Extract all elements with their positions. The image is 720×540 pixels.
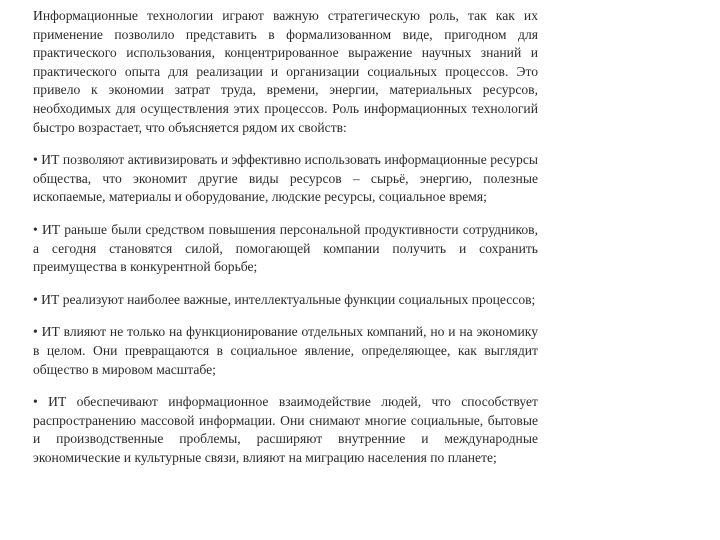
bullet-icon: • [33,221,38,237]
bullet-item [33,291,538,310]
document-body [33,7,538,467]
bullet-item [33,221,538,277]
intro-text: Информационные технологии играют важную стратегическую роль, так как их применение позволило представить в формализованном виде, пригодном для практического использования, концентрированное выражение научных знаний и практического опыта для реализации и организации социальных процессов. Это привело к экономии затрат труда, времени, энергии, материальных ресурсов, необходимых для осуществления этих процессов. Роль информационных технологий быстро возрастает, что объясняется рядом их свойств: [33,8,538,135]
bullet-text: ИТ реализуют наиболее важные, интеллектуальные функции социальных процессов; [41,291,536,307]
bullet-item [33,393,538,467]
bullet-text: ИТ раньше были средством повышения персональной продуктивности сотрудников, а сегодня становятся силой, помогающей компании получить и сохранить преимущества в конкурентной борьбе; [33,221,538,275]
bullet-text: ИТ влияют не только на функционирование отдельных компаний, но и на экономику в целом. Они превращаются в социальное явление, определяющее, как выглядит общество в мировом масштабе; [33,324,538,377]
bullet-text: ИТ позволяют активизировать и эффективно использовать информационные ресурсы общества, что экономит другие виды ресурсов – сырьё, энергию, полезные ископаемые, материалы и оборудование, людские ресурсы, социальное время; [33,152,538,205]
bullet-icon: • [33,394,38,410]
bullet-item [33,151,538,207]
bullet-text: ИТ обеспечивают информационное взаимодействие людей, что способствует распространению массовой информации. Они снимают многие социальные, бытовые и производственные проблемы, расширяют внутренние и международные экономические и культурные связи, влияют на миграцию населения по планете; [33,394,538,465]
bullet-item [33,323,538,379]
bullet-icon: • [33,152,38,168]
intro-paragraph [33,7,538,137]
bullet-icon: • [33,324,38,340]
bullet-icon: • [33,291,38,307]
